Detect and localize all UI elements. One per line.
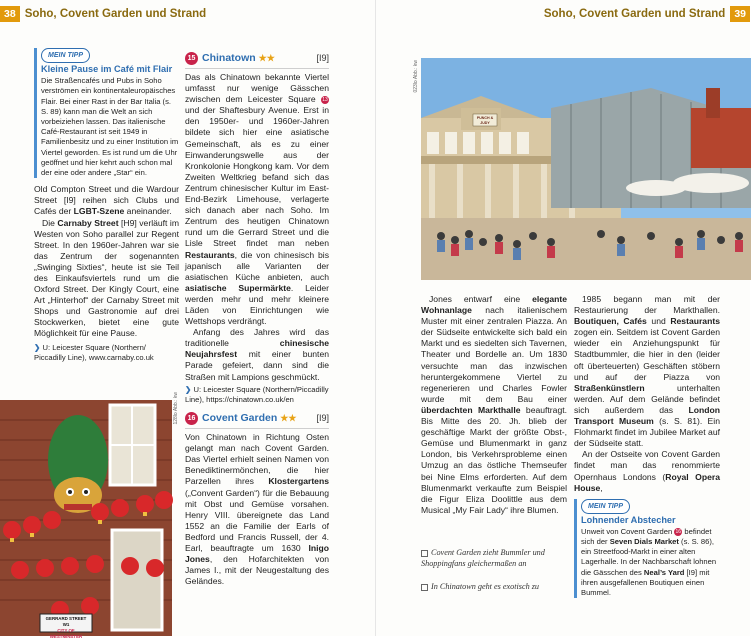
rating-stars: ★★ bbox=[280, 412, 297, 423]
rating-stars: ★★ bbox=[258, 52, 275, 63]
tip-body: Die Straßencafés und Pubs in Soho verströmen ein kontinentaleuropäisches Flair. Bei einer Rast in der Bar Italia (s. S. 89) kann man die Welt an sich vorbeiziehen lassen. Das italienische Café-Restaurant ist seit 1949 in Familienbesitz und zu einer Institution im Viertel geworden. Es ist rund um die Uhr geöffnet und hier kehrt auch schon mal der eine oder andere „Star“ ein. bbox=[41, 76, 179, 178]
paragraph: Jones entwarf eine elegante Wohnanlage nach italienischem Muster mit einer zentralen Piazza. An der Südseite entwickelte sich bald ein Markt und es siedelten sich Tavernen, Theater und Bordelle an. Um 1830 versuchte man das inzwischen heruntergekommene Viertel zu regenerieren und Charles Fowler wurde mit dem Bau einer überdachten Markthalle beauftragt. Bis Mitte des 20. Jh. blieb der geschäftige Markt der größte Obst-, Gemüse und Blumenmarkt in ganz London, bis Verkehrsprobleme einen Umzug an das östliche Themseufer bei Nine Elms erforderten. Auf dem Blumenmarkt verkaufte zum Beispiel die Figur Eliza Doolittle aus dem Musical „My Fair Lady“ ihre Blumen. bbox=[421, 294, 567, 515]
paragraph: Old Compton Street und die Wardour Street [I9] reihen sich Clubs und Cafés der LGBT-Szene aneinander. bbox=[34, 184, 179, 217]
paragraph: Von Chinatown in Richtung Osten gelangt man nach Covent Garden. Das Viertel erhielt seinen Namen von Benediktinermönchen, die hier Parzellen ihres Klostergartens („Convent Garden“) für die Bebauung mit Obst und Gemüse vorsahen. Henry VIII. übereignete das Land 1552 an die Familie der Earls of Bedford und Francis Russell, der 4. Earl, beauftragte um 1630 Inigo Jones, den Hofarchitekten von James I., mit der Neugestaltung des Geländes. bbox=[185, 432, 329, 587]
sight-ref-badge: 16 bbox=[675, 528, 682, 535]
paragraph: An der Ostseite von Covent Garden findet man das renommierte Opernhaus Londons (Royal Opera House, bbox=[574, 449, 720, 493]
covent-garden-photo bbox=[421, 58, 751, 280]
left-column-2 bbox=[185, 52, 329, 587]
caption-left-icon bbox=[421, 584, 428, 591]
tip-box bbox=[574, 499, 720, 599]
section-heading-chinatown bbox=[185, 52, 329, 69]
tip-badge: MEIN TIPP bbox=[41, 48, 90, 63]
grid-reference: [I9] bbox=[316, 412, 329, 423]
grid-reference: [I9] bbox=[316, 52, 329, 63]
right-column-2 bbox=[574, 294, 720, 598]
tip-body: Unweit von Covent Garden 16 befindet sich der Seven Dials Market (s. S. 86), ein Streetfood-Markt in einer alten Lagerhalle. In der Nachbarschaft lohnen die Gässchen des Neal’s Yard [I9] mit ihren ausgefallenen Boutiquen einen Bummel. bbox=[581, 526, 717, 598]
photo-caption: Covent Garden zieht Bummler und Shoppingfans gleichermaßen an bbox=[421, 548, 545, 568]
left-page bbox=[0, 0, 375, 639]
right-page bbox=[375, 0, 750, 636]
photo-caption: In Chinatown geht es exotisch zu bbox=[421, 582, 567, 593]
street-sign: GERRARD STREET W1 CITY OF WESTMINSTER bbox=[45, 616, 87, 639]
sight-ref-badge: 13 bbox=[322, 96, 328, 103]
pub-sign: PUNCH & JUDY bbox=[476, 116, 494, 125]
tip-badge: MEIN TIPP bbox=[581, 499, 630, 514]
caption-up-icon bbox=[421, 550, 428, 557]
right-page-header bbox=[544, 6, 750, 22]
location-ref: ❯ U: Leicester Square (Northern/Piccadilly Line), https://chinatown.co.uk/en bbox=[185, 384, 329, 404]
page-number: 38 bbox=[0, 6, 20, 22]
section-heading-covent-garden bbox=[185, 412, 329, 429]
paragraph: Anfang des Jahres wird das traditionelle chinesische Neujahrsfest mit einer bunten Parade gefeiert, dann sind die Straßen mit Lampions geschmückt. bbox=[185, 327, 329, 382]
photo-credit: 128lo Abb.: kw bbox=[173, 392, 179, 425]
arrow-icon: ❯ bbox=[34, 342, 41, 352]
photo-credit: 023lo Abb.: kw bbox=[413, 60, 419, 93]
tip-title: Kleine Pause im Café mit Flair bbox=[41, 64, 173, 75]
tip-box bbox=[34, 48, 179, 178]
right-column-1 bbox=[421, 294, 567, 516]
section-title: Covent Garden bbox=[202, 411, 278, 424]
tip-title: Lohnender Abstecher bbox=[581, 514, 676, 525]
section-title: Chinatown bbox=[202, 51, 256, 64]
paragraph: 1985 begann man mit der Restaurierung der Markthallen. Boutiquen, Cafés und Restaurants zogen ein. Seitdem ist Covent Garden wieder ein Anziehungspunkt für Stadtbummler, die hier in den (leider oft überteuerten) Geschäften stöbern und auf der Piazza von Straßenkünstlern unterhalten werden. Auf dem Gelände befindet sich außerdem das London Transport Museum (s. S. 81). Ein Flohmarkt findet im Jubilee Market auf der Südseite statt. bbox=[574, 294, 720, 449]
page-number: 39 bbox=[730, 6, 750, 22]
paragraph: Das als Chinatown bekannte Viertel umfasst nur wenige Gässchen zwischen dem Leicester Square 13 und der Shaftesbury Avenue. Erst in den 1950er- und 1960er-Jahren bildete sich hier eine asiatische Gemeinschaft, als es zu einer Einwanderungswelle aus der Kronkolonie Hongkong kam. Vor dem Zweiten Weltkrieg befand sich das Zentrum chinesischer Kultur im East-End-Bezirk Limehouse, verlagerte sich danach aber nach Soho. Im Zentrum des heutigen Chinatown rund um die Gerrard Street und die Lisle Street findet man neben Restaurants, die von chinesisch bis japanisch alle Varianten der asiatischen Küche anbieten, auch asiatische Supermärkte. Leider werden mehr und mehr kleinere Läden von Einrichtungen wie Wettshops verdrängt. bbox=[185, 72, 329, 327]
location-ref: ❯ U: Leicester Square (Northern/ Piccadilly Line), www.carnaby.co.uk bbox=[34, 342, 154, 362]
paragraph: Die Carnaby Street [H9] verläuft im Westen von Soho parallel zur Regent Street. In den 1960er-Jahren war sie das Zentrum der sogenannten „Swinging Sixties“, heute ist sie Teil des Einkaufsviertels rund um die Oxford Street. Der Kingly Court, eine Art „Hinterhof“ der Carnaby Street mit Shops und Gastronomie auf drei Stockwerken, bietet eine gute Möglichkeit für eine Pause. bbox=[34, 217, 179, 339]
arrow-icon: ❯ bbox=[185, 384, 192, 394]
left-column-1 bbox=[34, 48, 179, 363]
sight-number-badge: 16 bbox=[185, 412, 198, 425]
sight-number-badge: 15 bbox=[185, 52, 198, 65]
chinatown-photo bbox=[0, 400, 172, 639]
running-title: Soho, Covent Garden und Strand bbox=[543, 8, 726, 20]
left-page-header bbox=[0, 6, 206, 22]
running-title: Soho, Covent Garden und Strand bbox=[24, 8, 207, 20]
